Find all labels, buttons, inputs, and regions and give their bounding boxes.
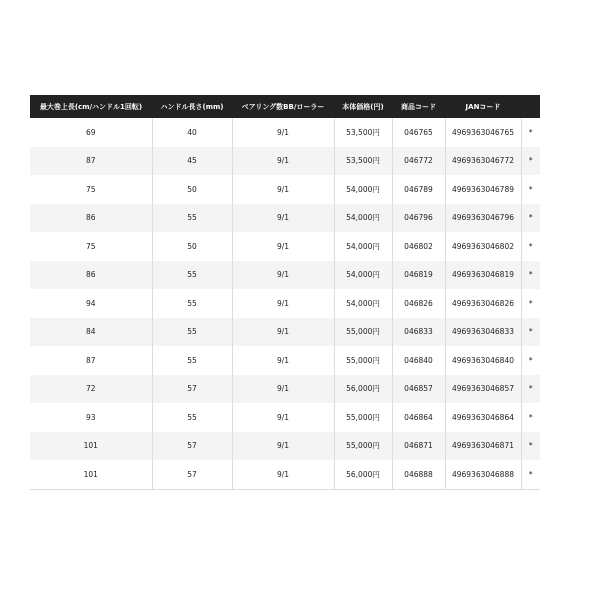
price-cell: 55,000円 xyxy=(334,403,392,432)
price-cell: 55,000円 xyxy=(334,346,392,375)
product-code-cell: 046840 xyxy=(392,346,445,375)
max-retrieve-cell: 94 xyxy=(30,289,152,318)
product-code-cell: 046871 xyxy=(392,432,445,461)
product-code-cell: 046765 xyxy=(392,118,445,147)
spec-table-container xyxy=(30,95,540,490)
price-cell: 54,000円 xyxy=(334,204,392,233)
header-jan-code: JANコード xyxy=(445,95,521,118)
handle-length-cell: 57 xyxy=(152,375,232,404)
jan-code-cell: 4969363046819 xyxy=(445,261,521,290)
table-row xyxy=(30,118,540,147)
handle-length-cell: 55 xyxy=(152,204,232,233)
price-cell: 53,500円 xyxy=(334,147,392,176)
max-retrieve-cell: 84 xyxy=(30,318,152,347)
bearings-cell: 9/1 xyxy=(232,375,334,404)
handle-length-cell: 57 xyxy=(152,432,232,461)
table-row xyxy=(30,204,540,233)
note-cell: * xyxy=(521,232,540,261)
bearings-cell: 9/1 xyxy=(232,318,334,347)
max-retrieve-cell: 69 xyxy=(30,118,152,147)
max-retrieve-cell: 86 xyxy=(30,261,152,290)
table-row xyxy=(30,375,540,404)
price-cell: 56,000円 xyxy=(334,375,392,404)
handle-length-cell: 55 xyxy=(152,403,232,432)
bearings-cell: 9/1 xyxy=(232,261,334,290)
price-cell: 56,000円 xyxy=(334,460,392,489)
bearings-cell: 9/1 xyxy=(232,403,334,432)
product-code-cell: 046819 xyxy=(392,261,445,290)
jan-code-cell: 4969363046765 xyxy=(445,118,521,147)
product-code-cell: 046833 xyxy=(392,318,445,347)
header-product-code: 商品コード xyxy=(392,95,445,118)
handle-length-cell: 55 xyxy=(152,346,232,375)
bearings-cell: 9/1 xyxy=(232,432,334,461)
jan-code-cell: 4969363046840 xyxy=(445,346,521,375)
note-cell: * xyxy=(521,318,540,347)
table-row xyxy=(30,318,540,347)
jan-code-cell: 4969363046826 xyxy=(445,289,521,318)
max-retrieve-cell: 101 xyxy=(30,460,152,489)
jan-code-cell: 4969363046864 xyxy=(445,403,521,432)
header-max-retrieve: 最大巻上長(cm/ハンドル1回転) xyxy=(30,95,152,118)
table-row xyxy=(30,403,540,432)
bearings-cell: 9/1 xyxy=(232,175,334,204)
handle-length-cell: 57 xyxy=(152,460,232,489)
jan-code-cell: 4969363046772 xyxy=(445,147,521,176)
max-retrieve-cell: 87 xyxy=(30,346,152,375)
jan-code-cell: 4969363046857 xyxy=(445,375,521,404)
max-retrieve-cell: 72 xyxy=(30,375,152,404)
price-cell: 54,000円 xyxy=(334,232,392,261)
table-row xyxy=(30,232,540,261)
table-row xyxy=(30,432,540,461)
price-cell: 55,000円 xyxy=(334,318,392,347)
table-row xyxy=(30,261,540,290)
product-code-cell: 046789 xyxy=(392,175,445,204)
price-cell: 54,000円 xyxy=(334,289,392,318)
max-retrieve-cell: 75 xyxy=(30,232,152,261)
handle-length-cell: 45 xyxy=(152,147,232,176)
note-cell: * xyxy=(521,261,540,290)
note-cell: * xyxy=(521,175,540,204)
max-retrieve-cell: 75 xyxy=(30,175,152,204)
handle-length-cell: 50 xyxy=(152,232,232,261)
jan-code-cell: 4969363046833 xyxy=(445,318,521,347)
table-body xyxy=(30,118,540,489)
header-bearings: ベアリング数BB/ローラー xyxy=(232,95,334,118)
table-header-row xyxy=(30,95,540,118)
price-cell: 54,000円 xyxy=(334,261,392,290)
handle-length-cell: 55 xyxy=(152,318,232,347)
note-cell: * xyxy=(521,460,540,489)
note-cell: * xyxy=(521,289,540,318)
product-code-cell: 046888 xyxy=(392,460,445,489)
spec-table xyxy=(30,95,540,490)
bearings-cell: 9/1 xyxy=(232,232,334,261)
note-cell: * xyxy=(521,432,540,461)
price-cell: 55,000円 xyxy=(334,432,392,461)
jan-code-cell: 4969363046789 xyxy=(445,175,521,204)
note-cell: * xyxy=(521,375,540,404)
jan-code-cell: 4969363046796 xyxy=(445,204,521,233)
handle-length-cell: 50 xyxy=(152,175,232,204)
handle-length-cell: 55 xyxy=(152,261,232,290)
max-retrieve-cell: 86 xyxy=(30,204,152,233)
product-code-cell: 046802 xyxy=(392,232,445,261)
table-row xyxy=(30,147,540,176)
table-row xyxy=(30,175,540,204)
handle-length-cell: 55 xyxy=(152,289,232,318)
jan-code-cell: 4969363046888 xyxy=(445,460,521,489)
price-cell: 54,000円 xyxy=(334,175,392,204)
note-cell: * xyxy=(521,403,540,432)
header-price: 本体価格(円) xyxy=(334,95,392,118)
note-cell: * xyxy=(521,346,540,375)
handle-length-cell: 40 xyxy=(152,118,232,147)
bearings-cell: 9/1 xyxy=(232,289,334,318)
product-code-cell: 046772 xyxy=(392,147,445,176)
note-cell: * xyxy=(521,118,540,147)
bearings-cell: 9/1 xyxy=(232,147,334,176)
jan-code-cell: 4969363046802 xyxy=(445,232,521,261)
product-code-cell: 046826 xyxy=(392,289,445,318)
note-cell: * xyxy=(521,204,540,233)
table-row xyxy=(30,346,540,375)
table-row xyxy=(30,289,540,318)
bearings-cell: 9/1 xyxy=(232,460,334,489)
header-handle-length: ハンドル長さ(mm) xyxy=(152,95,232,118)
bearings-cell: 9/1 xyxy=(232,346,334,375)
product-code-cell: 046857 xyxy=(392,375,445,404)
product-code-cell: 046864 xyxy=(392,403,445,432)
max-retrieve-cell: 93 xyxy=(30,403,152,432)
max-retrieve-cell: 87 xyxy=(30,147,152,176)
bearings-cell: 9/1 xyxy=(232,118,334,147)
jan-code-cell: 4969363046871 xyxy=(445,432,521,461)
bearings-cell: 9/1 xyxy=(232,204,334,233)
note-cell: * xyxy=(521,147,540,176)
header-note xyxy=(521,95,540,118)
table-row xyxy=(30,460,540,489)
price-cell: 53,500円 xyxy=(334,118,392,147)
product-code-cell: 046796 xyxy=(392,204,445,233)
max-retrieve-cell: 101 xyxy=(30,432,152,461)
